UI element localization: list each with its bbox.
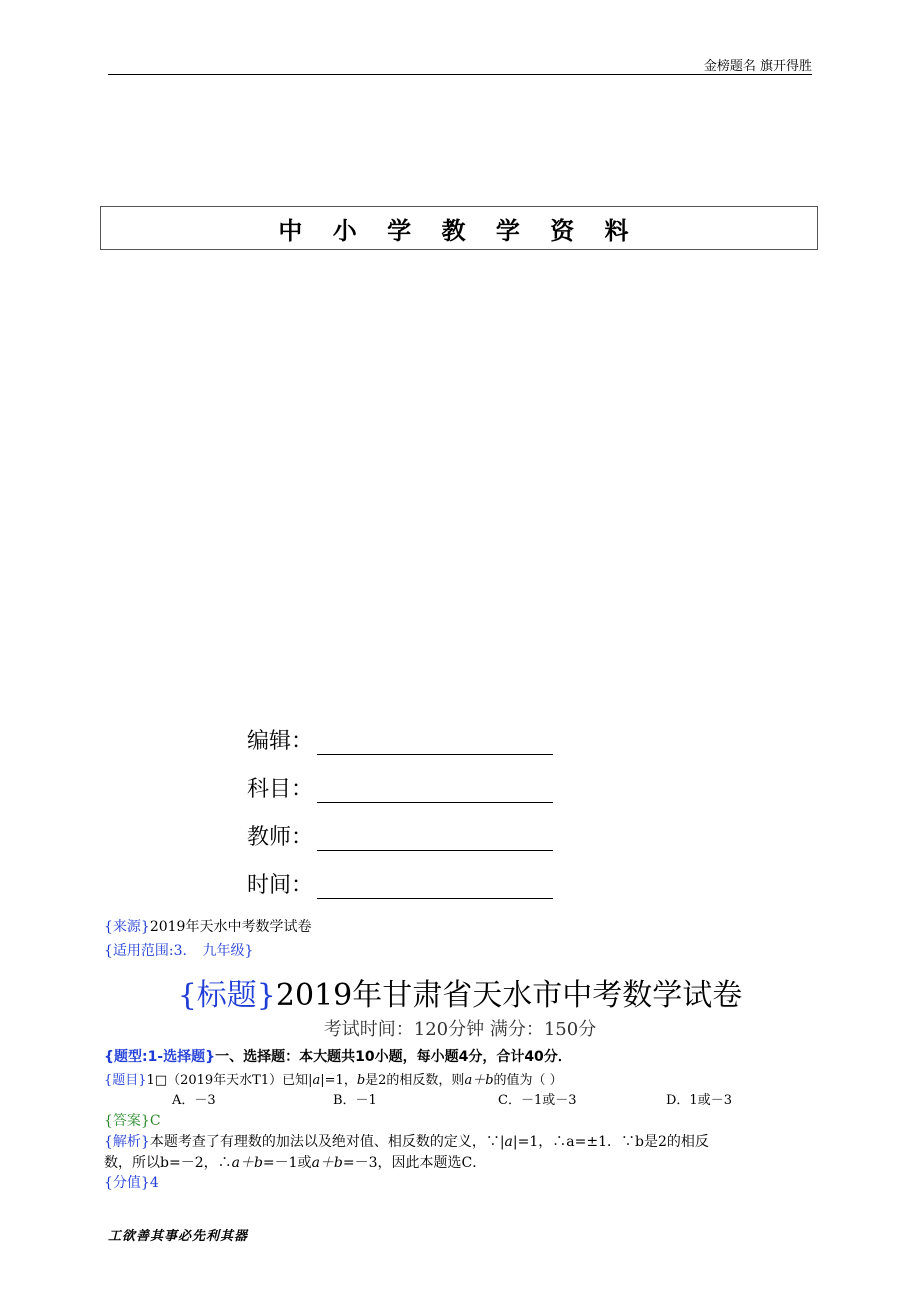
header-motto: 金榜题名 旗开得胜 [703,59,812,74]
question-stem [104,1069,563,1088]
analysis-l2-expr2: a＋b [311,1155,343,1171]
question-tag: {题目} [104,1073,147,1088]
analysis-l2-expr1: a＋b [231,1155,263,1171]
scope-value: 九年级} [202,943,254,959]
answer-value: C [149,1113,161,1129]
section-heading [104,1046,572,1066]
analysis-l1-b: |=1，∴ [512,1134,567,1150]
scope-tag: {适用范围:3． [104,943,197,959]
analysis-line-1 [104,1131,709,1151]
field-editor-label: 编辑： [247,729,314,754]
question-var-a: a [312,1073,321,1088]
answer-line [104,1110,161,1130]
option-c: C．－1或－3 [498,1093,577,1108]
header-rule [108,74,812,75]
analysis-l1-var: a [504,1134,513,1150]
section-tag: {题型:1-选择题} [104,1049,216,1065]
field-time-label: 时间： [247,873,314,898]
score-tag: {分值} [104,1175,150,1191]
question-expr: a＋b [464,1073,494,1088]
exam-title-tag: {标题} [177,978,276,1013]
question-stem-a: 1□（2019年天水T1）已知| [146,1073,313,1088]
analysis-l2-a: 数，所以b=－2，∴ [104,1155,232,1171]
analysis-l2-b: =－1或 [262,1155,312,1171]
cover-title: 中 小 学 教 学 资 料 [100,206,818,250]
field-teacher [247,820,553,851]
answer-tag: {答案} [104,1113,150,1129]
score-value: 4 [149,1175,159,1191]
source-value: 2019年天水中考数学试卷 [149,919,312,935]
question-var-b: b [356,1073,366,1088]
field-subject [247,772,553,803]
meta-scope [104,940,253,960]
field-teacher-line [317,832,553,851]
analysis-line-2 [104,1152,486,1172]
option-b: B．－1 [333,1093,377,1108]
analysis-l1-c: a=±1．∵b是2的相反 [566,1134,709,1150]
option-a: A．－3 [172,1093,216,1108]
field-time [247,868,553,899]
field-teacher-label: 教师： [247,825,314,850]
question-stem-b: |=1， [320,1073,357,1088]
question-stem-d: 的值为（ ） [493,1073,563,1088]
footer-motto: 工欲善其事必先利其器 [108,1229,249,1244]
option-d: D．1或－3 [666,1093,732,1108]
field-editor [247,724,553,755]
analysis-tag: {解析} [104,1134,150,1150]
analysis-l2-c: =－3，因此本题选C． [342,1155,487,1171]
analysis-l1-a: 本题考查了有理数的加法以及绝对值、相反数的定义，∵| [149,1134,505,1150]
question-stem-c: 是2的相反数，则 [365,1073,465,1088]
field-editor-line [317,736,553,755]
exam-title [0,970,920,1014]
section-text: 一、选择题：本大题共10小题，每小题4分，合计40分． [215,1049,572,1065]
field-time-line [317,880,553,899]
exam-subtitle: 考试时间：120分钟 满分：150分 [323,1019,597,1040]
meta-source [104,916,311,936]
field-subject-label: 科目： [247,777,314,802]
field-subject-line [317,784,553,803]
exam-title-text: 2019年甘肃省天水市中考数学试卷 [275,978,743,1013]
source-tag: {来源} [104,919,150,935]
score-line [104,1172,159,1192]
